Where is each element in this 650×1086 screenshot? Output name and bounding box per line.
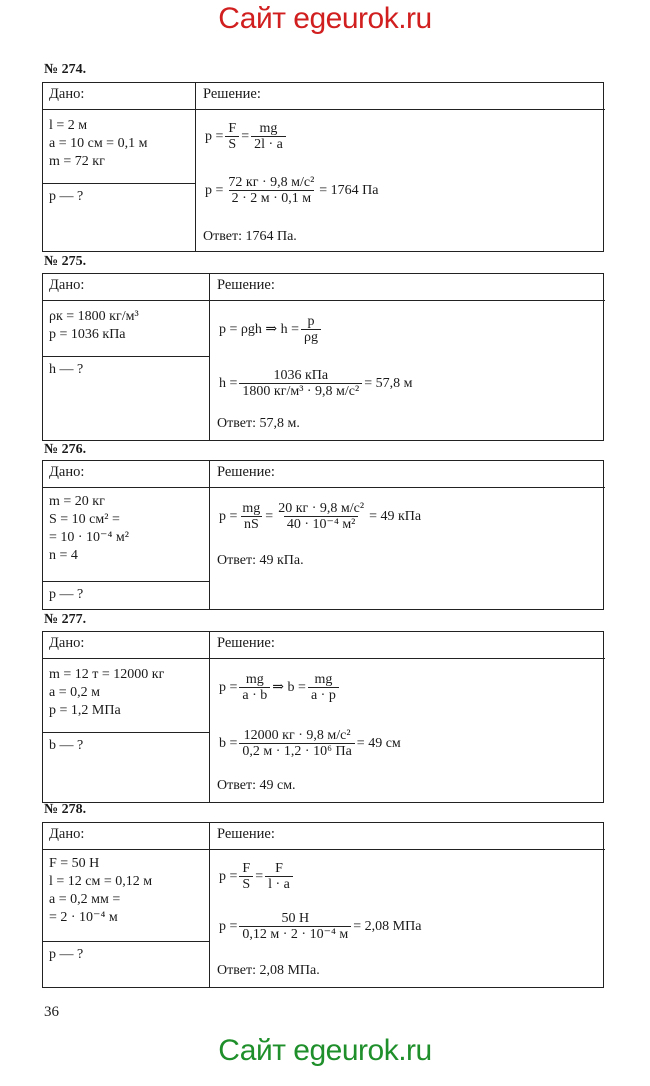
formula-mid: ⇒ b = bbox=[272, 680, 306, 695]
formula-lhs: p = bbox=[219, 679, 238, 695]
solution-header: Решение: bbox=[203, 86, 261, 102]
find-item: p — ? bbox=[49, 189, 84, 204]
header-divider bbox=[43, 300, 605, 301]
given-list bbox=[49, 855, 152, 927]
fraction bbox=[225, 121, 239, 152]
numerator: mg bbox=[259, 121, 278, 136]
header-divider bbox=[43, 109, 605, 110]
calculation bbox=[205, 175, 379, 206]
fraction bbox=[251, 121, 286, 152]
column-divider bbox=[209, 823, 210, 987]
given-list bbox=[49, 666, 164, 720]
problem-278 bbox=[42, 822, 604, 988]
find-item: b — ? bbox=[49, 738, 84, 753]
given-item: l = 2 м bbox=[49, 118, 88, 133]
formula-lhs: p = bbox=[219, 508, 238, 524]
denominator: l · a bbox=[265, 876, 293, 892]
given-list bbox=[49, 493, 129, 565]
denominator: 2l · a bbox=[251, 136, 286, 152]
given-header: Дано: bbox=[49, 635, 85, 651]
given-item: a = 0,2 мм = bbox=[49, 892, 121, 907]
answer: Ответ: 1764 Па. bbox=[203, 229, 297, 244]
numerator: 20 кг · 9,8 м/с² bbox=[278, 501, 365, 516]
problem-277 bbox=[42, 631, 604, 803]
problem-number: № 274. bbox=[44, 62, 87, 77]
answer: Ответ: 49 см. bbox=[217, 778, 296, 793]
fraction bbox=[239, 861, 253, 892]
calc-lhs: p = bbox=[219, 918, 238, 934]
solution-header: Решение: bbox=[217, 464, 275, 480]
find-item: h — ? bbox=[49, 362, 84, 377]
given-divider bbox=[43, 732, 209, 733]
given-item: m = 12 т = 12000 кг bbox=[49, 667, 165, 682]
numerator: F bbox=[228, 121, 237, 136]
given-item: ρк = 1800 кг/м³ bbox=[49, 309, 139, 324]
header-divider bbox=[43, 487, 605, 488]
numerator: mg bbox=[314, 672, 333, 687]
denominator: 1800 кг/м³ · 9,8 м/с² bbox=[239, 383, 362, 399]
denominator: S bbox=[225, 136, 239, 152]
fraction bbox=[308, 672, 339, 703]
fraction bbox=[265, 861, 293, 892]
fraction bbox=[239, 728, 354, 759]
given-item: S = 10 см² = bbox=[49, 512, 120, 527]
header-divider bbox=[43, 849, 605, 850]
given-header: Дано: bbox=[49, 86, 85, 102]
denominator: S bbox=[239, 876, 253, 892]
formula: p = $\frac{mg}{nS}$ = $\frac{\text{20 кг · 9,8 м/с²}}{\text{40 · 10⁻⁴ м²}}$ = 49 кПа bbox=[219, 501, 422, 532]
fraction bbox=[225, 175, 317, 206]
given-header: Дано: bbox=[49, 464, 85, 480]
calc-result: = 49 кПа bbox=[369, 508, 422, 524]
calc-result: = 49 см bbox=[356, 735, 401, 751]
solution-header: Решение: bbox=[217, 635, 275, 651]
problem-274 bbox=[42, 82, 604, 252]
calc-lhs: h = bbox=[219, 375, 238, 391]
fraction bbox=[301, 314, 321, 345]
page-number: 36 bbox=[44, 1004, 59, 1020]
given-divider bbox=[43, 941, 209, 942]
denominator: ρg bbox=[301, 329, 321, 345]
site-footer: Сайт egeurok.ru bbox=[218, 1034, 432, 1067]
calculation bbox=[219, 728, 401, 759]
given-item: F = 50 Н bbox=[49, 856, 100, 871]
given-list bbox=[49, 308, 139, 344]
solution-header: Решение: bbox=[217, 277, 275, 293]
numerator: 12000 кг · 9,8 м/с² bbox=[243, 728, 351, 743]
site-header: Сайт egeurok.ru bbox=[218, 2, 432, 35]
given-item: = 2 · 10⁻⁴ м bbox=[49, 910, 118, 925]
column-divider bbox=[209, 461, 210, 609]
formula bbox=[219, 314, 323, 345]
numerator: F bbox=[242, 861, 251, 876]
numerator: p bbox=[307, 314, 315, 329]
numerator: F bbox=[275, 861, 283, 876]
calculation bbox=[219, 368, 412, 399]
answer: Ответ: 49 кПа. bbox=[217, 553, 304, 568]
denominator: 0,12 м · 2 · 10⁻⁴ м bbox=[239, 926, 351, 942]
calc-result: = 1764 Па bbox=[319, 182, 379, 198]
answer: Ответ: 57,8 м. bbox=[217, 416, 300, 431]
given-item: a = 0,2 м bbox=[49, 685, 100, 700]
numerator: 1036 кПа bbox=[273, 368, 329, 383]
formula bbox=[219, 672, 341, 703]
problem-number: № 276. bbox=[44, 442, 87, 457]
find-item: p — ? bbox=[49, 587, 84, 602]
fraction bbox=[239, 368, 362, 399]
given-item: n = 4 bbox=[49, 548, 78, 563]
calc-lhs: p = bbox=[205, 182, 224, 198]
fraction bbox=[239, 672, 270, 703]
answer: Ответ: 2,08 МПа. bbox=[217, 963, 320, 978]
denominator: nS bbox=[241, 516, 262, 532]
problem-275 bbox=[42, 273, 604, 441]
given-item: m = 72 кг bbox=[49, 154, 105, 169]
denominator: 40 · 10⁻⁴ м² bbox=[284, 516, 359, 532]
problem-number: № 275. bbox=[44, 254, 87, 269]
numerator: mg bbox=[242, 501, 261, 516]
given-item: = 10 · 10⁻⁴ м² bbox=[49, 530, 129, 545]
column-divider bbox=[209, 274, 210, 440]
problem-number: № 278. bbox=[44, 802, 87, 817]
fraction bbox=[275, 501, 367, 532]
denominator: 2 · 2 м · 0,1 м bbox=[229, 190, 315, 206]
find-item: p — ? bbox=[49, 947, 84, 962]
formula-lhs: p = bbox=[219, 868, 238, 884]
formula: p = $\frac{F}{S}$ = $\frac{mg}{2l \cdot a}$ bbox=[205, 121, 288, 152]
given-list bbox=[49, 117, 147, 171]
denominator: 0,2 м · 1,2 · 10⁶ Па bbox=[239, 743, 354, 759]
calc-lhs: b = bbox=[219, 735, 238, 751]
header-divider bbox=[43, 658, 605, 659]
given-divider bbox=[43, 356, 209, 357]
given-divider bbox=[43, 183, 195, 184]
given-item: m = 20 кг bbox=[49, 494, 105, 509]
formula-lhs: p = bbox=[205, 128, 224, 144]
denominator: a · b bbox=[239, 687, 270, 703]
given-item: a = 10 см = 0,1 м bbox=[49, 136, 148, 151]
fraction bbox=[239, 911, 351, 942]
problem-number: № 277. bbox=[44, 612, 87, 627]
numerator: 72 кг · 9,8 м/с² bbox=[228, 175, 315, 190]
calc-result: = 2,08 МПа bbox=[353, 918, 422, 934]
given-header: Дано: bbox=[49, 826, 85, 842]
formula-lhs: p = ρgh ⇒ h = bbox=[219, 322, 300, 337]
numerator: mg bbox=[245, 672, 264, 687]
given-header: Дано: bbox=[49, 277, 85, 293]
numerator: 50 Н bbox=[281, 911, 310, 926]
given-item: p = 1036 кПа bbox=[49, 327, 126, 342]
calculation bbox=[219, 911, 421, 942]
given-item: p = 1,2 МПа bbox=[49, 703, 121, 718]
calc-result: = 57,8 м bbox=[364, 375, 413, 391]
given-divider bbox=[43, 581, 209, 582]
problem-276 bbox=[42, 460, 604, 610]
fraction bbox=[239, 501, 263, 532]
formula: p = $\frac{F}{S}$ = $\frac{F}{l \cdot a}$ bbox=[219, 861, 295, 892]
given-item: l = 12 см = 0,12 м bbox=[49, 874, 153, 889]
denominator: a · p bbox=[308, 687, 339, 703]
solution-header: Решение: bbox=[217, 826, 275, 842]
